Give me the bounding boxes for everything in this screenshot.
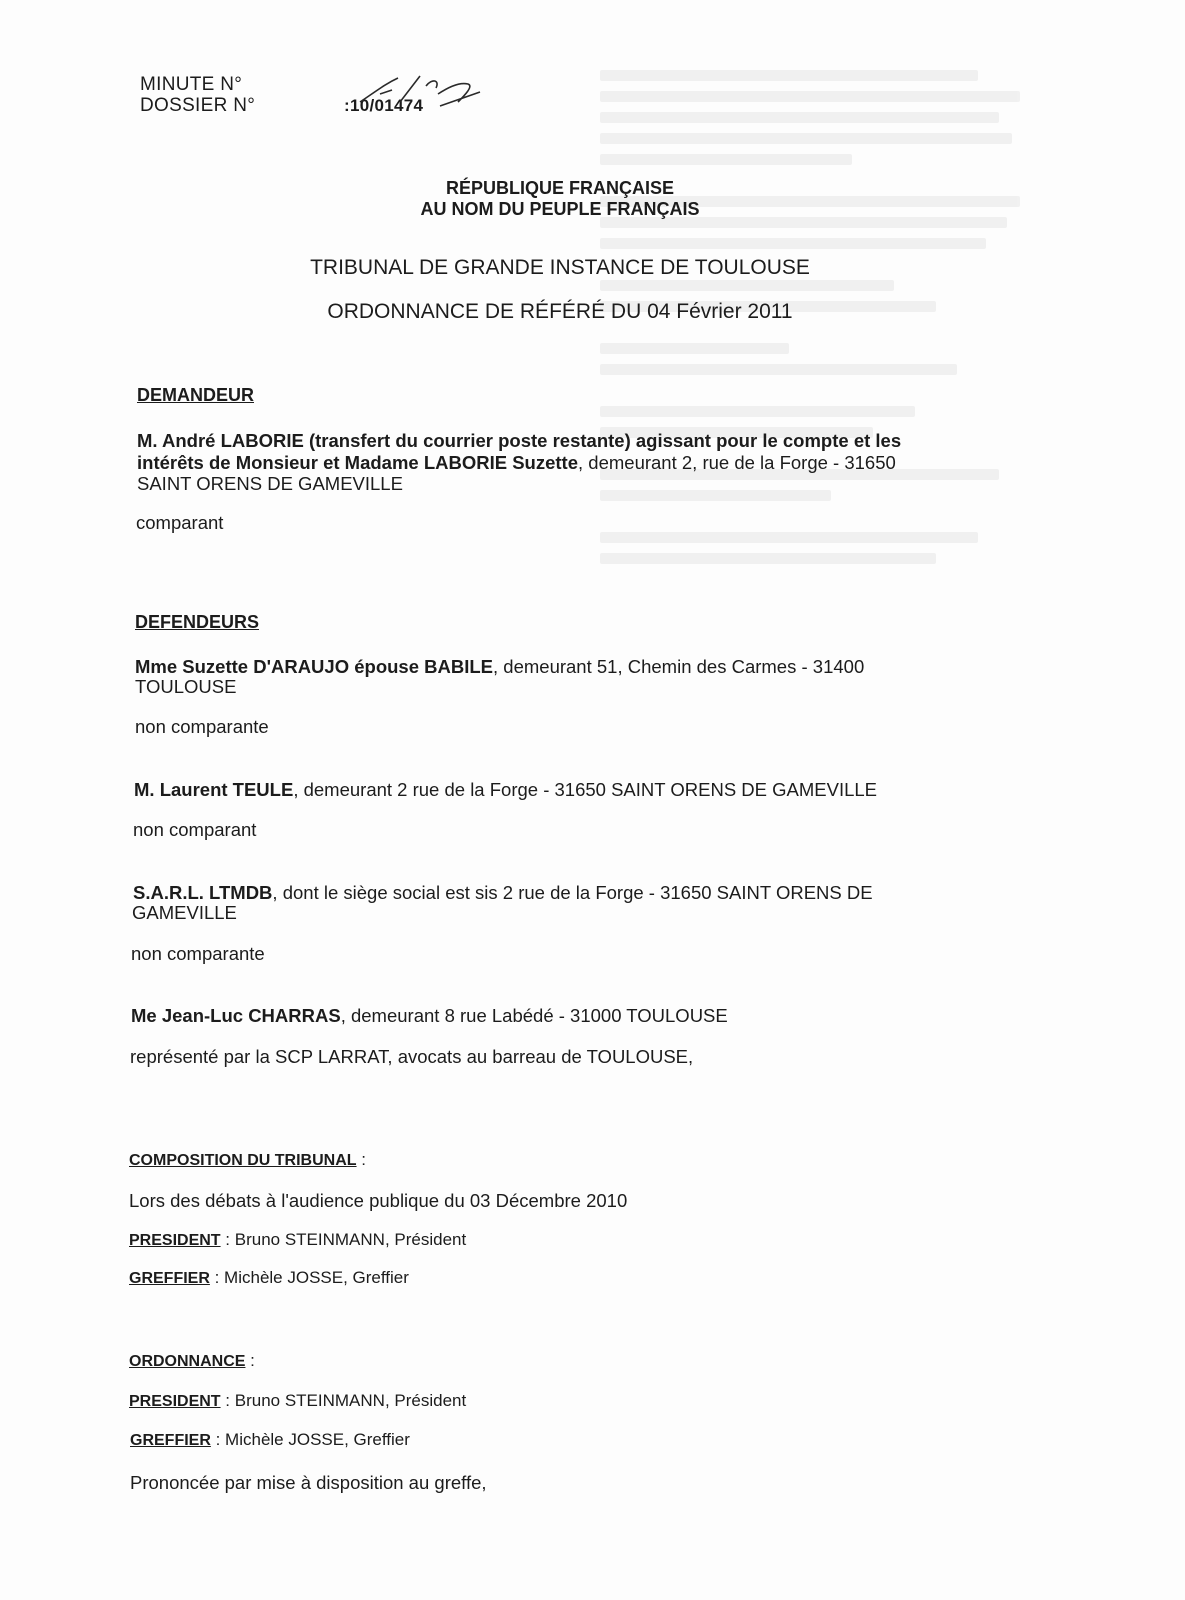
defendeur-1-city: TOULOUSE <box>135 676 237 697</box>
defendeurs-heading: DEFENDEURS <box>135 612 260 632</box>
defendeur-3-address: , dont le siège social est sis 2 rue de la Forge - 31650 SAINT ORENS DE <box>272 882 873 903</box>
composition-greffier-label: GREFFIER <box>129 1270 210 1287</box>
composition-president-value: : Bruno STEINMANN, Président <box>220 1230 467 1249</box>
ordonnance-president-label: PRESIDENT <box>129 1393 221 1410</box>
defendeur-2-name: M. Laurent TEULE <box>134 779 294 800</box>
ordonnance-colon: : <box>245 1351 255 1370</box>
ordonnance-greffier-line <box>130 1430 410 1450</box>
dossier-separator: : <box>344 96 350 115</box>
defendeur-2-line1 <box>134 778 877 801</box>
au-nom-heading: AU NOM DU PEUPLE FRANÇAIS <box>420 199 700 219</box>
composition-greffier-line <box>129 1268 409 1288</box>
dossier-number: 10/01474 <box>349 96 424 115</box>
defendeur-4-status: représenté par la SCP LARRAT, avocats au barreau de TOULOUSE, <box>130 1046 694 1067</box>
dossier-label: DOSSIER N° <box>140 95 256 116</box>
composition-president-label: PRESIDENT <box>129 1232 221 1249</box>
composition-president-line <box>129 1230 466 1250</box>
demandeur-name: M. André LABORIE (transfert du courrier poste restante) agissant pour le compte et les <box>137 430 902 451</box>
defendeur-3-name: S.A.R.L. LTMDB <box>133 882 273 903</box>
ordonnance-heading: ORDONNANCE <box>129 1353 246 1370</box>
court-name: TRIBUNAL DE GRANDE INSTANCE DE TOULOUSE <box>310 256 810 279</box>
demandeur-status: comparant <box>136 512 224 533</box>
defendeur-3-status: non comparante <box>131 943 265 964</box>
composition-heading-line <box>129 1150 366 1170</box>
defendeur-3-line1 <box>133 881 873 904</box>
composition-heading: COMPOSITION DU TRIBUNAL <box>129 1152 357 1169</box>
defendeur-4-line1 <box>131 1004 728 1027</box>
composition-colon: : <box>356 1150 366 1169</box>
demandeur-line2 <box>137 451 896 474</box>
defendeur-1-line1 <box>135 655 864 678</box>
defendeur-1-name: Mme Suzette D'ARAUJO épouse BABILE <box>135 656 494 677</box>
demandeur-city: SAINT ORENS DE GAMEVILLE <box>137 473 403 494</box>
prononcee-line: Prononcée par mise à disposition au greffe, <box>130 1472 487 1493</box>
demandeur-address: , demeurant 2, rue de la Forge - 31650 <box>578 452 896 473</box>
defendeur-1-status: non comparante <box>135 716 269 737</box>
demandeur-heading: DEMANDEUR <box>137 385 254 405</box>
ordonnance-heading-line <box>129 1351 255 1371</box>
minute-label: MINUTE N° <box>140 74 243 95</box>
composition-greffier-value: : Michèle JOSSE, Greffier <box>209 1268 409 1287</box>
ordonnance-greffier-label: GREFFIER <box>130 1432 211 1449</box>
defendeur-2-address: , demeurant 2 rue de la Forge - 31650 SAINT ORENS DE GAMEVILLE <box>293 779 878 800</box>
republique-heading: RÉPUBLIQUE FRANÇAISE <box>445 178 674 198</box>
defendeur-1-address: , demeurant 51, Chemin des Carmes - 31400 <box>493 656 865 677</box>
ordonnance-president-line <box>129 1391 466 1411</box>
ordonnance-title: ORDONNANCE DE RÉFÉRÉ DU 04 Février 2011 <box>327 300 793 323</box>
ordonnance-president-value: : Bruno STEINMANN, Président <box>220 1391 467 1410</box>
defendeur-4-address: , demeurant 8 rue Labédé - 31000 TOULOUSE <box>340 1005 728 1026</box>
defendeur-2-status: non comparant <box>133 819 257 840</box>
defendeur-4-name: Me Jean-Luc CHARRAS <box>131 1005 341 1026</box>
ordonnance-greffier-value: : Michèle JOSSE, Greffier <box>210 1430 410 1449</box>
debats-line: Lors des débats à l'audience publique du 03 Décembre 2010 <box>129 1190 628 1211</box>
defendeur-3-city: GAMEVILLE <box>132 902 237 923</box>
demandeur-interets: intérêts de Monsieur et Madame LABORIE Suzette <box>137 452 579 473</box>
handwritten-minute-number <box>340 72 490 112</box>
